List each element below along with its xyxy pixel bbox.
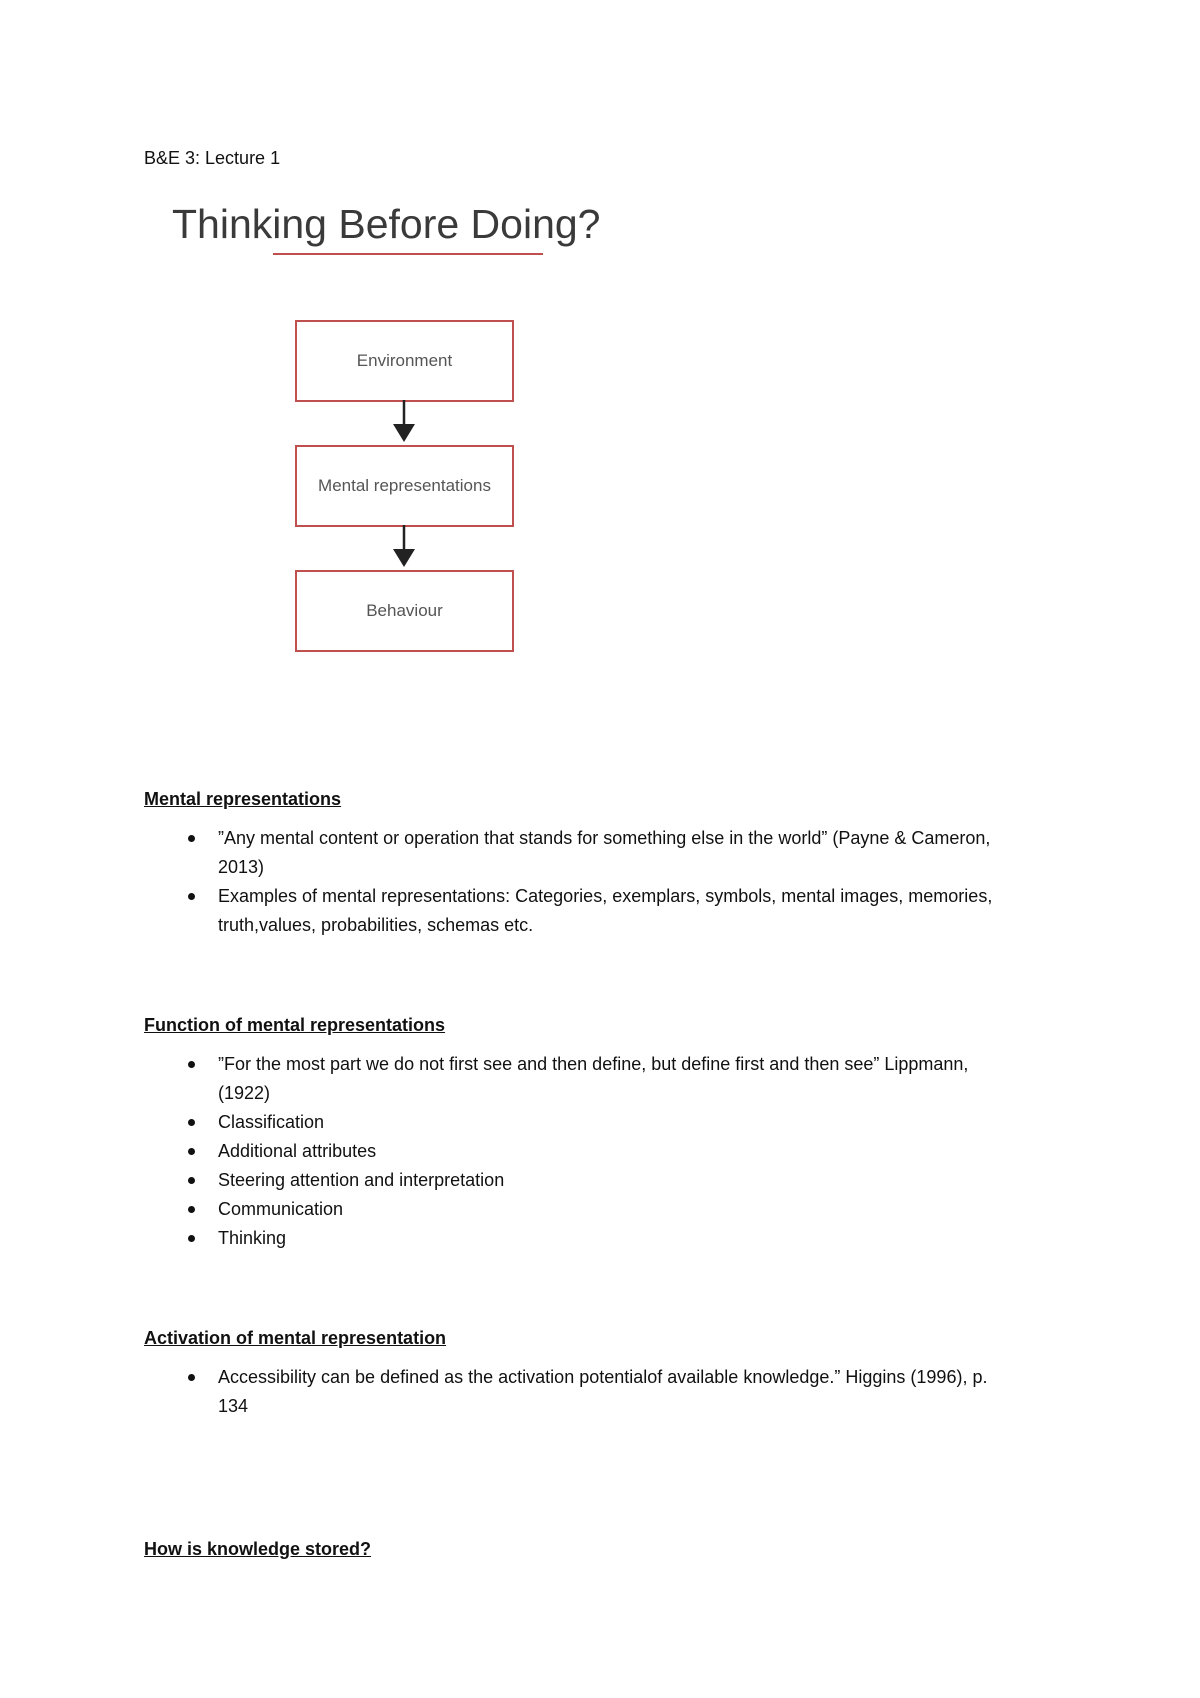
list-item-text: Communication bbox=[218, 1199, 344, 1219]
bullet-icon bbox=[188, 1206, 195, 1213]
bullet-list bbox=[144, 1363, 1044, 1421]
arrow-down-icon bbox=[389, 525, 419, 569]
bullet-icon bbox=[188, 893, 195, 900]
arrow-down-icon bbox=[389, 400, 419, 444]
flow-box-mental-representations: Mental representations bbox=[295, 445, 514, 527]
section-how-is-knowledge-stored bbox=[144, 1538, 1044, 1560]
bullet-icon bbox=[188, 1235, 195, 1242]
list-item bbox=[144, 824, 1018, 882]
flow-box-environment: Environment bbox=[295, 320, 514, 402]
bullet-icon bbox=[188, 1374, 195, 1381]
list-item-text: Classification bbox=[218, 1112, 325, 1132]
slide-title: Thinking Before Doing? bbox=[172, 201, 601, 247]
bullet-icon bbox=[188, 1119, 195, 1126]
page-header: B&E 3: Lecture 1 bbox=[144, 148, 281, 168]
list-item bbox=[144, 1137, 1018, 1166]
slide-figure bbox=[160, 190, 680, 670]
list-item bbox=[144, 1166, 1018, 1195]
list-item bbox=[144, 882, 1018, 940]
title-underline bbox=[273, 253, 543, 255]
list-item-text: Examples of mental representations: Categories, exemplars, symbols, mental images, memories, truth,values, probabilities, schemas etc. bbox=[218, 886, 993, 935]
section-heading: How is knowledge stored? bbox=[144, 1539, 372, 1559]
bullet-icon bbox=[188, 835, 195, 842]
bullet-icon bbox=[188, 1177, 195, 1184]
list-item-text: Accessibility can be defined as the activation potentialof available knowledge.” Higgins (1996), p. 134 bbox=[218, 1367, 988, 1416]
section-mental-representations bbox=[144, 788, 1044, 940]
bullet-list bbox=[144, 824, 1044, 940]
flow-box-behaviour: Behaviour bbox=[295, 570, 514, 652]
section-activation-of-mental-representation bbox=[144, 1327, 1044, 1421]
list-item bbox=[144, 1108, 1018, 1137]
list-item-text: ”Any mental content or operation that stands for something else in the world” (Payne & Cameron, 2013) bbox=[218, 828, 991, 877]
list-item-text: Steering attention and interpretation bbox=[218, 1170, 505, 1190]
section-heading: Function of mental representations bbox=[144, 1015, 446, 1035]
list-item-text: Thinking bbox=[218, 1228, 287, 1248]
bullet-icon bbox=[188, 1148, 195, 1155]
list-item bbox=[144, 1195, 1018, 1224]
list-item bbox=[144, 1050, 1018, 1108]
section-heading: Mental representations bbox=[144, 789, 342, 809]
list-item bbox=[144, 1363, 1018, 1421]
list-item-text: ”For the most part we do not first see and then define, but define first and then see” Lippmann, (1922) bbox=[218, 1054, 969, 1103]
bullet-list bbox=[144, 1050, 1044, 1253]
section-function-of-mental-representations bbox=[144, 1014, 1044, 1253]
section-heading: Activation of mental representation bbox=[144, 1328, 447, 1348]
list-item-text: Additional attributes bbox=[218, 1141, 377, 1161]
list-item bbox=[144, 1224, 1018, 1253]
bullet-icon bbox=[188, 1061, 195, 1068]
